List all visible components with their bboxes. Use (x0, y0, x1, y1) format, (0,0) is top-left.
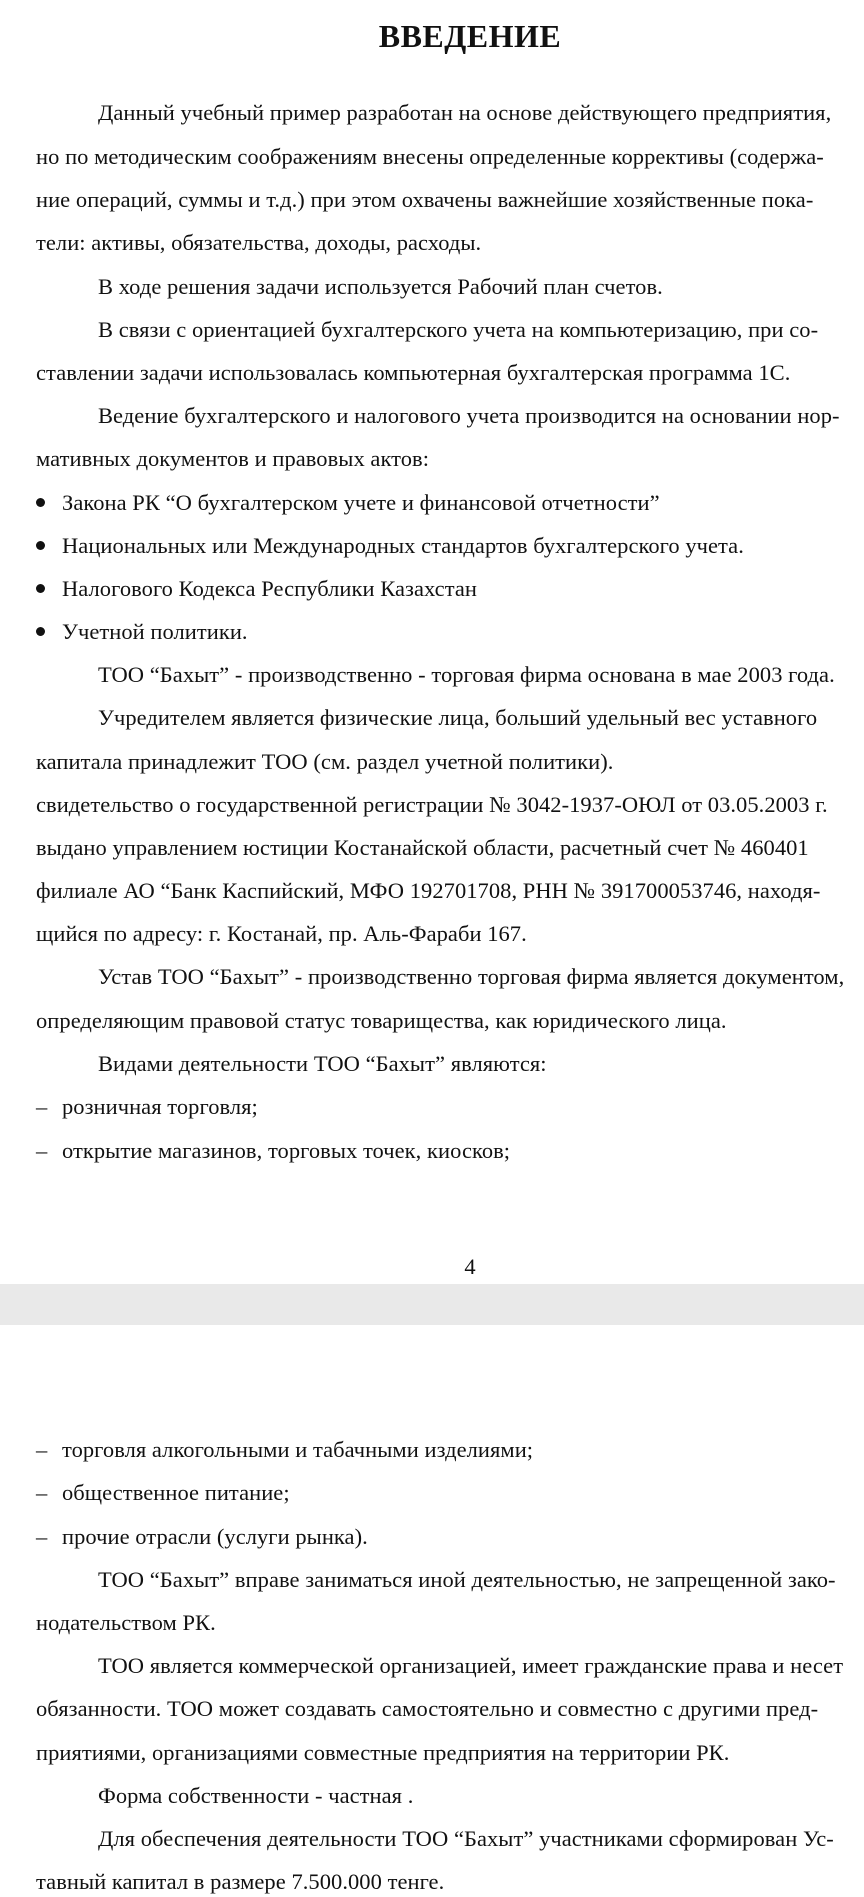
bullet-icon (36, 541, 45, 550)
paragraph-line: Устав ТОО “Бахыт” - производственно торговая фирма является документом, (98, 964, 845, 989)
paragraph-line: нодательством РК. (36, 1610, 216, 1635)
page-separator (0, 1284, 864, 1325)
bullet-item: Национальных или Международных стандартов бухгалтерского учета. (62, 533, 744, 558)
paragraph-line: Для обеспечения деятельности ТОО “Бахыт” участниками сформирован Ус- (98, 1826, 834, 1851)
bullet-item: Закона РК “О бухгалтерском учете и финансовой отчетности” (62, 490, 660, 515)
document-page-5 (0, 1325, 864, 1897)
dash-marker: – (36, 1437, 48, 1462)
paragraph-line: Учредителем является физические лица, больший удельный вес уставного (98, 705, 818, 730)
dash-marker: – (36, 1480, 48, 1505)
bullet-icon (36, 498, 45, 507)
paragraph-line: мативных документов и правовых актов: (36, 446, 429, 471)
paragraph-line: тели: активы, обязательства, доходы, расходы. (36, 230, 482, 255)
page-number: 4 (464, 1254, 476, 1279)
paragraph-line: Форма собственности - частная . (98, 1783, 414, 1808)
paragraph-line: Видами деятельности ТОО “Бахыт” являются: (98, 1051, 547, 1076)
bullet-icon (36, 584, 45, 593)
bullet-icon (36, 627, 45, 636)
paragraph-line: свидетельство о государственной регистрации № 3042-1937-ОЮЛ от 03.05.2003 г. (36, 792, 828, 817)
paragraph-line: Ведение бухгалтерского и налогового учета производится на основании нор- (98, 403, 840, 428)
dash-item: прочие отрасли (услуги рынка). (62, 1524, 368, 1549)
paragraph-line: но по методическим соображениям внесены определенные коррективы (содержа- (36, 144, 824, 169)
paragraph-line: В связи с ориентацией бухгалтерского учета на компьютеризацию, при со- (98, 317, 819, 342)
paragraph-line: тавный капитал в размере 7.500.000 тенге. (36, 1869, 445, 1894)
paragraph-line: капитала принадлежит ТОО (см. раздел учетной политики). (36, 749, 614, 774)
dash-item: розничная торговля; (62, 1094, 258, 1119)
paragraph-line: ТОО является коммерческой организацией, имеет гражданские права и несет (98, 1653, 844, 1678)
dash-item: общественное питание; (62, 1480, 290, 1505)
paragraph-line: ТОО “Бахыт” - производственно - торговая фирма основана в мае 2003 года. (98, 662, 835, 687)
paragraph-line: выдано управлением юстиции Костанайской области, расчетный счет № 460401 (36, 835, 809, 860)
paragraph-line: филиале АО “Банк Каспийский, МФО 192701708, РНН № 391700053746, находя- (36, 878, 821, 903)
paragraph-line: ставлении задачи использовалась компьютерная бухгалтерская программа 1С. (36, 360, 791, 385)
dash-item: торговля алкогольными и табачными изделиями; (62, 1437, 534, 1462)
dash-marker: – (36, 1138, 48, 1163)
paragraph-line: Данный учебный пример разработан на основе действующего предприятия, (98, 100, 832, 125)
paragraph-line: щийся по адресу: г. Костанай, пр. Аль-Фараби 167. (36, 921, 527, 946)
paragraph-line: ние операций, суммы и т.д.) при этом охвачены важнейшие хозяйственные пока- (36, 187, 814, 212)
page-title: ВВЕДЕНИЕ (378, 18, 562, 54)
bullet-item: Налогового Кодекса Республики Казахстан (62, 576, 478, 601)
paragraph-line: определяющим правовой статус товарищества, как юридического лица. (36, 1008, 727, 1033)
bullet-item: Учетной политики. (62, 619, 248, 644)
dash-marker: – (36, 1524, 48, 1549)
dash-item: открытие магазинов, торговых точек, киосков; (62, 1138, 511, 1163)
paragraph-line: обязанности. ТОО может создавать самостоятельно и совместно с другими пред- (36, 1696, 819, 1721)
paragraph-line: ТОО “Бахыт” вправе заниматься иной деятельностью, не запрещенной зако- (98, 1567, 836, 1592)
paragraph-line: приятиями, организациями совместные предприятия на территории РК. (36, 1740, 730, 1765)
paragraph-line: В ходе решения задачи используется Рабочий план счетов. (98, 274, 663, 299)
dash-marker: – (36, 1094, 48, 1119)
